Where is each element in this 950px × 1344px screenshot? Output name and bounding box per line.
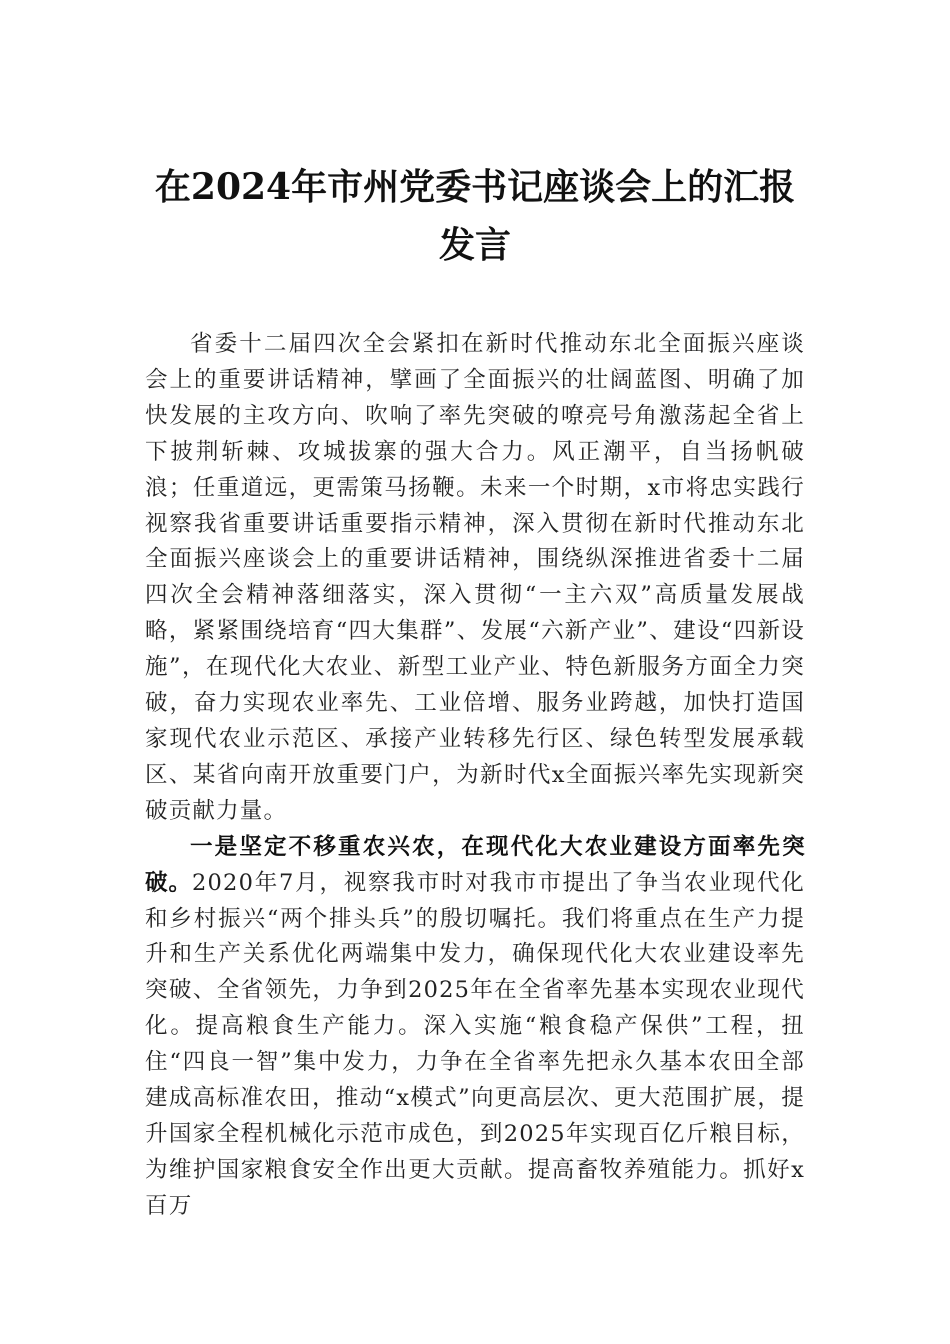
paragraph-section-1 — [145, 830, 805, 1225]
paragraph-intro — [145, 327, 805, 830]
paragraph-intro-text: 省委十二届四次全会紧扣在新时代推动东北全面振兴座谈会上的重要讲话精神，擘画了全面振兴的壮阔蓝图、明确了加快发展的主攻方向、吹响了率先突破的嘹亮号角激荡起全省上下披荆斩棘、攻城拔寨的强大合力。风正潮平，自当扬帆破浪；任重道远，更需策马扬鞭。未来一个时期，x市将忠实践行视察我省重要讲话重要指示精神，深入贯彻在新时代推动东北全面振兴座谈会上的重要讲话精神，围绕纵深推进省委十二届四次全会精神落细落实，深入贯彻“一主六双”高质量发展战略，紧紧围绕培育“四大集群”、发展“六新产业”、建设“四新设施”，在现代化大农业、新型工业产业、特色新服务方面全力突破，奋力实现农业率先、工业倍增、服务业跨越，加快打造国家现代农业示范区、承接产业转移先行区、绿色转型发展承载区、某省向南开放重要门户，为新时代x全面振兴率先实现新突破贡献力量。 — [145, 331, 805, 824]
document-title: 在2024年市州党委书记座谈会上的汇报发言 — [154, 166, 796, 266]
section-1-heading: 一是坚定不移重农兴农，在现代化大农业建设方面率先突破。 — [145, 833, 805, 896]
document-body — [145, 327, 805, 1225]
section-1-text: 2020年7月，视察我市时对我市市提出了争当农业现代化和乡村振兴“两个排头兵”的殷切嘱托。我们将重点在生产力提升和生产关系优化两端集中发力，确保现代化大农业建设率先突破、全省领先，力争到2025年在全省率先基本实现农业现代化。提高粮食生产能力。深入实施“粮食稳产保供”工程，扭住“四良一智”集中发力，力争在全省率先把永久基本农田全部建成高标准农田，推动“x模式”向更高层次、更大范围扩展，提升国家全程机械化示范市成色，到2025年实现百亿斤粮目标，为维护国家粮食安全作出更大贡献。提高畜牧养殖能力。抓好x百万 — [145, 869, 805, 1219]
